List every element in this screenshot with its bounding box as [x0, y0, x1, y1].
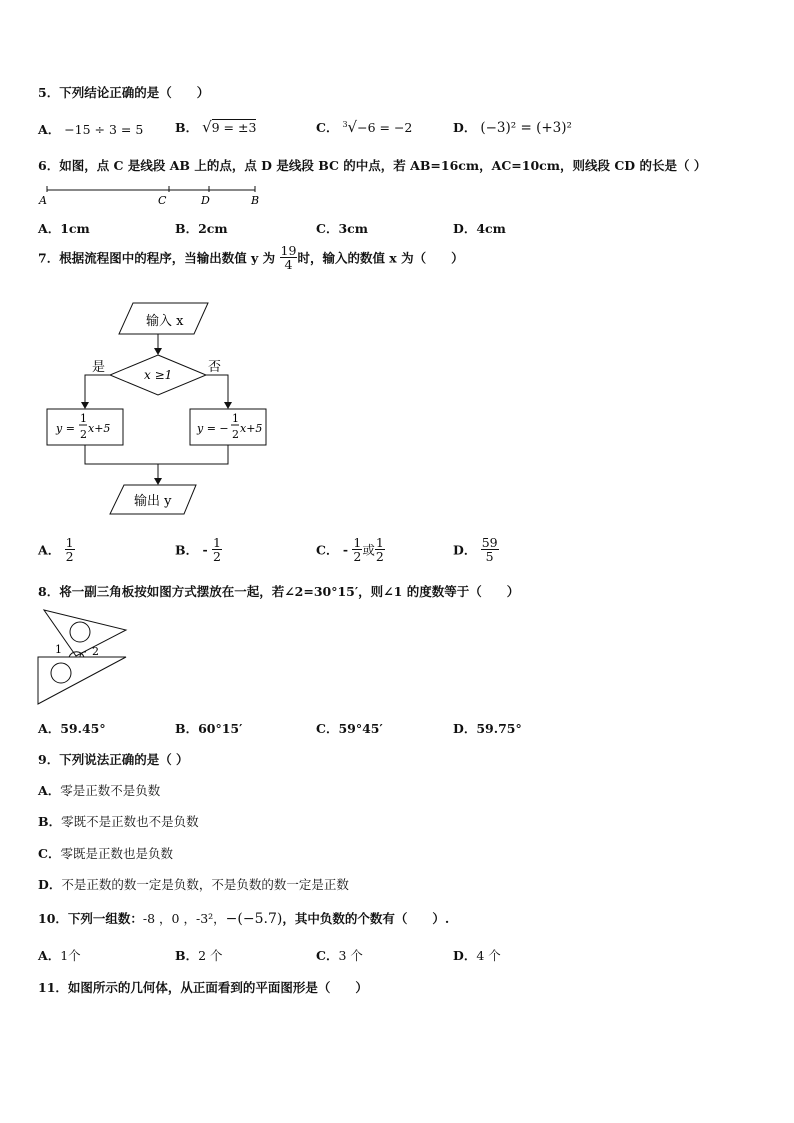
q7-option-c-label: C． [316, 542, 339, 558]
q7-option-a [38, 536, 75, 563]
flow-left-coef-den: 2 [80, 428, 87, 441]
q9-option-c [38, 844, 173, 862]
q6-option-d-text: 4cm [476, 221, 506, 236]
q5-option-c [316, 118, 412, 136]
q5-option-a-expr: −15 ÷ 3 = 5 [64, 122, 144, 137]
q7-option-d-label: D． [453, 542, 477, 558]
q7-option-c-num2: 1 [375, 535, 384, 550]
q6-option-b-label: B． [175, 221, 199, 236]
q6-option-a-text: 1cm [60, 221, 90, 236]
q6-option-c [316, 219, 368, 237]
flow-input-text: 输入 x [146, 314, 184, 329]
set-square-bottom [38, 657, 126, 704]
q10-stem-before: 10．下列一组数： [38, 911, 143, 926]
flow-yes-line [85, 375, 110, 406]
q10-numbers: -8 ，0 ，-3²， [142, 911, 226, 926]
arrow-head-icon [224, 402, 232, 409]
q7-option-d-den: 5 [485, 549, 494, 565]
q8-option-a-text: 59.45° [60, 721, 106, 736]
q7-option-b-label: B． [175, 542, 199, 558]
q9-option-c-label: C． [38, 846, 61, 861]
q9-option-a [38, 781, 160, 799]
q5-option-c-index: 3 [342, 119, 348, 129]
q5-stem: 5．下列结论正确的是（ ） [38, 85, 210, 100]
q8-option-d-text: 59.75° [476, 721, 522, 736]
flow-no-label: 否 [208, 360, 222, 375]
flow-left-suffix: x+5 [88, 422, 111, 435]
q10-stem-after: ，其中负数的个数有（ ）. [282, 911, 450, 926]
point-a-label: A [39, 194, 47, 207]
q10-option-d-label: D． [453, 948, 477, 963]
q9-option-c-text: 零既是正数也是负数 [60, 846, 173, 861]
q9-option-b-label: B． [38, 814, 62, 829]
arrow-head-icon [154, 478, 162, 485]
q8-stem: 8．将一副三角板按如图方式摆放在一起，若∠2=30°15′，则∠1 的度数等于（ ） [38, 584, 520, 599]
q9-option-a-text: 零是正数不是负数 [60, 783, 161, 798]
flow-merge-line [85, 445, 228, 464]
q7-stem-fraction [280, 244, 298, 271]
arrow-head-icon [154, 348, 162, 355]
q8-option-b-text: 60°15′ [198, 721, 243, 736]
q7-option-d-num: 59 [481, 535, 498, 550]
sqrt-icon: √ [347, 118, 358, 136]
q7-option-a-num: 1 [65, 535, 74, 550]
q8-option-c-text: 59°45′ [338, 721, 383, 736]
q10-option-b-label: B． [175, 948, 199, 963]
flow-right-coef-den: 2 [232, 428, 239, 441]
q6-option-b [175, 219, 228, 237]
q7-option-c [316, 536, 385, 563]
q7-stem-after: 时，输入的数值 x 为（ ） [297, 250, 464, 266]
flow-yes-label: 是 [92, 360, 106, 375]
q7-option-a-label: A． [38, 542, 61, 558]
q9-option-d-text: 不是正数的数一定是负数，不是负数的数一定是正数 [61, 877, 349, 892]
q6-option-c-label: C． [316, 221, 339, 236]
q5-option-d-label: D． [453, 120, 477, 135]
q6-option-d [453, 219, 506, 237]
flow-condition: x ≥1 [144, 368, 173, 382]
q5-option-a-label: A． [38, 122, 61, 137]
q9-option-d-label: D． [38, 877, 62, 892]
q9-option-b-text: 零既不是正数也不是负数 [61, 814, 199, 829]
q6-option-b-text: 2cm [198, 221, 228, 236]
q7-option-c-sign: - [342, 542, 349, 558]
q7-option-d [453, 536, 499, 563]
flow-output-text: 输出 y [134, 494, 172, 509]
q10-stem [38, 909, 449, 927]
q7-option-c-frac2 [375, 536, 385, 563]
q7-option-b-sign: - [202, 542, 208, 558]
q10-option-a-label: A． [38, 948, 61, 963]
q9-option-d [38, 875, 349, 893]
q5-option-c-expr: −6 = −2 [357, 120, 413, 135]
q7-stem-before: 7．根据流程图中的程序，当输出数值 y 为 [38, 250, 276, 266]
q9-option-b [38, 812, 199, 830]
flow-right-prefix: y = − [197, 422, 229, 435]
q10-number-neg-neg: −(−5.7) [225, 911, 283, 927]
q5-option-b-expr: 9 = ±3 [211, 120, 257, 135]
q6-option-a-label: A． [38, 221, 61, 236]
angle2-label: 2 [92, 645, 99, 658]
sqrt-icon: √ [202, 118, 212, 136]
q5-option-c-label: C． [316, 120, 339, 135]
q8-option-c-label: C． [316, 721, 339, 736]
q6-option-c-text: 3cm [338, 221, 368, 236]
arrow-head-icon [81, 402, 89, 409]
point-c-label: C [158, 194, 167, 207]
q7-option-c-den: 2 [353, 549, 362, 565]
flow-no-line [206, 375, 228, 406]
q7-frac-num: 19 [280, 243, 297, 258]
q5-option-b [175, 118, 256, 136]
q7-option-d-frac [481, 536, 499, 563]
set-squares-diagram [36, 604, 132, 708]
flow-right-coef-num: 1 [232, 412, 239, 425]
point-b-label: B [251, 194, 260, 207]
q7-option-b-num: 1 [213, 535, 221, 550]
q10-option-c-text: 3 个 [338, 948, 363, 963]
q10-option-c [316, 946, 363, 964]
q8-option-b-label: B． [175, 721, 199, 736]
q7-option-c-or: 或 [362, 542, 375, 558]
q10-option-a-text: 1个 [60, 948, 81, 963]
line-segment-diagram [36, 183, 266, 207]
q7-frac-den: 4 [284, 257, 293, 273]
q9-option-a-label: A． [38, 783, 61, 798]
q10-option-a [38, 946, 81, 964]
flowchart [44, 298, 274, 520]
q8-option-b [175, 719, 242, 737]
q7-option-c-den2: 2 [375, 549, 384, 565]
q7-option-c-num: 1 [353, 535, 362, 550]
q5-option-a [38, 120, 143, 138]
q7-option-b [175, 536, 222, 563]
q10-option-c-label: C． [316, 948, 339, 963]
q10-option-d [453, 946, 501, 964]
q6-option-d-label: D． [453, 221, 477, 236]
point-d-label: D [201, 194, 210, 207]
q7-stem [38, 244, 464, 271]
q7-option-b-frac [212, 536, 222, 563]
q8-option-d [453, 719, 522, 737]
q7-option-b-den: 2 [213, 549, 221, 565]
q5-option-d-expr: (−3)² = (+3)² [480, 120, 572, 136]
q8-option-d-label: D． [453, 721, 477, 736]
q11-stem: 11．如图所示的几何体，从正面看到的平面图形是（ ） [38, 980, 368, 995]
q7-option-a-frac [65, 536, 75, 563]
q10-option-b [175, 946, 223, 964]
q5-option-b-label: B． [175, 120, 199, 135]
q7-option-c-frac1 [352, 536, 362, 563]
q8-option-a-label: A． [38, 721, 61, 736]
q5-option-d [453, 118, 572, 136]
flow-right-suffix: x+5 [240, 422, 263, 435]
q8-option-c [316, 719, 383, 737]
q9-stem: 9．下列说法正确的是（ ） [38, 752, 189, 767]
flow-left-prefix: y = [56, 422, 75, 435]
q10-option-d-text: 4 个 [476, 948, 501, 963]
flow-left-coef-num: 1 [80, 412, 87, 425]
q6-stem: 6．如图，点 C 是线段 AB 上的点，点 D 是线段 BC 的中点，若 AB=16cm，AC=10cm，则线段 CD 的长是（ ） [38, 158, 707, 173]
q8-option-a [38, 719, 106, 737]
angle1-label: 1 [55, 643, 62, 656]
q10-option-b-text: 2 个 [198, 948, 223, 963]
q6-option-a [38, 219, 90, 237]
q7-option-a-den: 2 [65, 549, 74, 565]
